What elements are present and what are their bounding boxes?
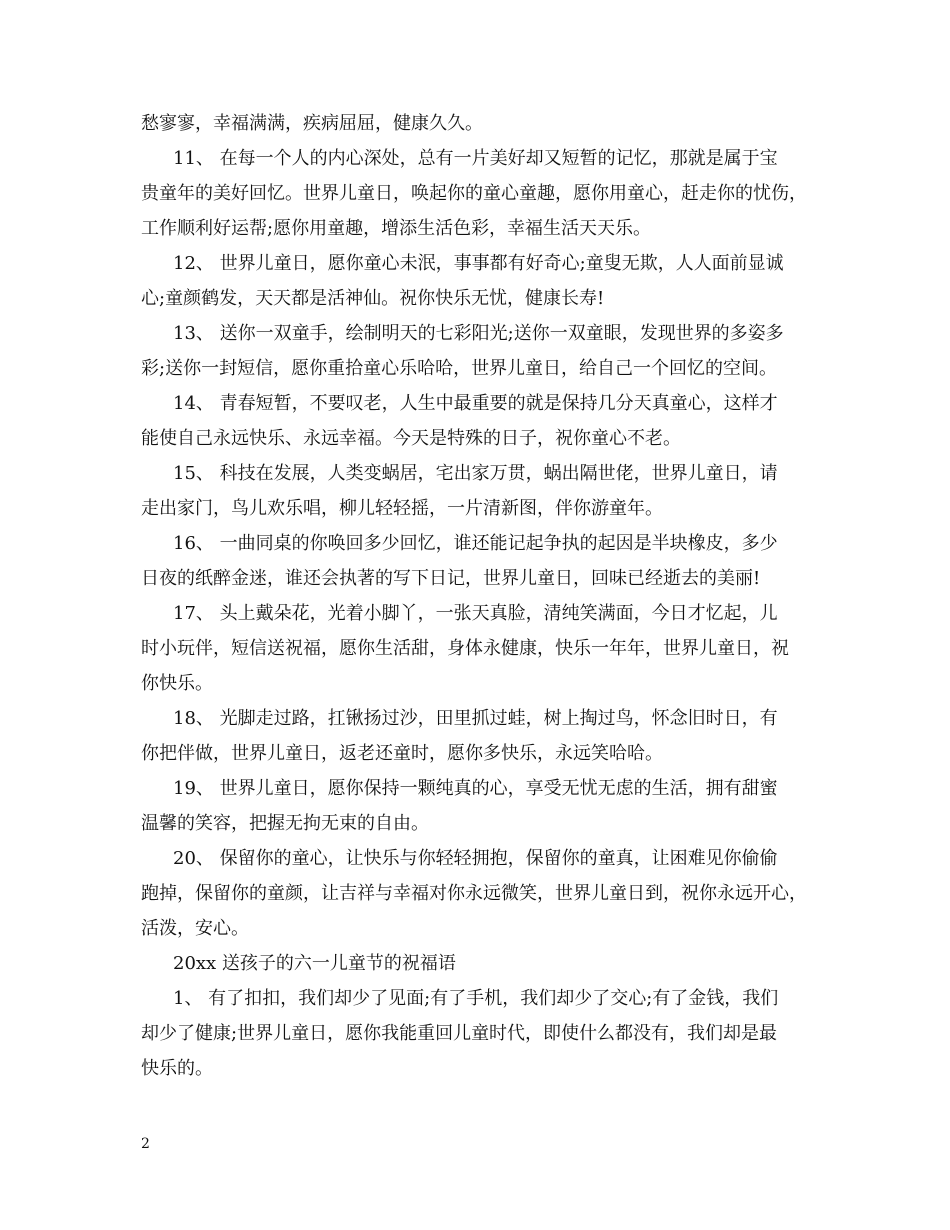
text-line: 你把伴做，世界儿童日，返老还童时，愿你多快乐，永远笑哈哈。: [141, 743, 663, 764]
text-line: 14、 青春短暂，不要叹老，人生中最重要的就是保持几分天真童心，这样才: [173, 393, 778, 414]
text-line: 18、 光脚走过路，扛锹扬过沙，田里抓过蛙，树上掏过鸟，怀念旧时日，有: [173, 708, 778, 729]
text-line: 却少了健康;世界儿童日，愿你我能重回儿童时代，即使什么都没有，我们却是最: [141, 1023, 778, 1044]
text-line: 活泼，安心。: [141, 918, 249, 939]
text-line: 16、 一曲同桌的你唤回多少回忆，谁还能记起争执的起因是半块橡皮，多少: [173, 533, 778, 554]
text-line: 19、 世界儿童日，愿你保持一颗纯真的心，享受无忧无虑的生活，拥有甜蜜: [173, 778, 778, 799]
text-line: 工作顺利好运帮;愿你用童趣，增添生活色彩，幸福生活天天乐。: [141, 218, 652, 239]
text-line: 20、 保留你的童心，让快乐与你轻轻拥抱，保留你的童真，让困难见你偷偷: [173, 848, 778, 869]
text-line: 温馨的笑容，把握无拘无束的自由。: [141, 813, 429, 834]
text-line: 你快乐。: [141, 673, 213, 694]
text-line: 快乐的。: [141, 1058, 213, 1079]
section-heading: 20xx 送孩子的六一儿童节的祝福语: [173, 953, 456, 974]
text-line: 11、 在每一个人的内心深处，总有一片美好却又短暂的记忆，那就是属于宝: [173, 148, 778, 169]
text-line: 能使自己永远快乐、永远幸福。今天是特殊的日子，祝你童心不老。: [141, 428, 681, 449]
text-line: 贵童年的美好回忆。世界儿童日，唤起你的童心童趣，愿你用童心，赶走你的忧伤，: [141, 183, 807, 204]
text-line: 15、 科技在发展，人类变蜗居，宅出家万贯，蜗出隔世佬，世界儿童日，请: [173, 463, 778, 484]
text-line: 跑掉，保留你的童颜，让吉祥与幸福对你永远微笑，世界儿童日到，祝你永远开心，: [141, 883, 807, 904]
text-line: 彩;送你一封短信，愿你重拾童心乐哈哈，世界儿童日，给自己一个回忆的空间。: [141, 358, 778, 379]
text-line: 13、 送你一双童手，绘制明天的七彩阳光;送你一双童眼，发现世界的多姿多: [173, 323, 784, 344]
text-line: 17、 头上戴朵花，光着小脚丫，一张天真脸，清纯笑满面，今日才忆起，儿: [173, 603, 778, 624]
page-number: 2: [141, 1136, 150, 1152]
text-line: 1、 有了扣扣，我们却少了见面;有了手机，我们却少了交心;有了金钱，我们: [173, 988, 779, 1009]
text-line: 时小玩伴，短信送祝福，愿你生活甜，身体永健康，快乐一年年，世界儿童日，祝: [141, 638, 789, 659]
text-line: 走出家门，鸟儿欢乐唱，柳儿轻轻摇，一片清新图，伴你游童年。: [141, 498, 663, 519]
text-line: 12、 世界儿童日，愿你童心未泯，事事都有好奇心;童叟无欺，人人面前显诚: [173, 253, 784, 274]
text-line: 日夜的纸醉金迷，谁还会执著的写下日记，世界儿童日，回味已经逝去的美丽!: [141, 568, 761, 589]
text-line: 心;童颜鹤发，天天都是活神仙。祝你快乐无忧，健康长寿!: [141, 288, 605, 309]
text-line: 愁寥寥，幸福满满，疾病屈屈，健康久久。: [141, 113, 483, 134]
